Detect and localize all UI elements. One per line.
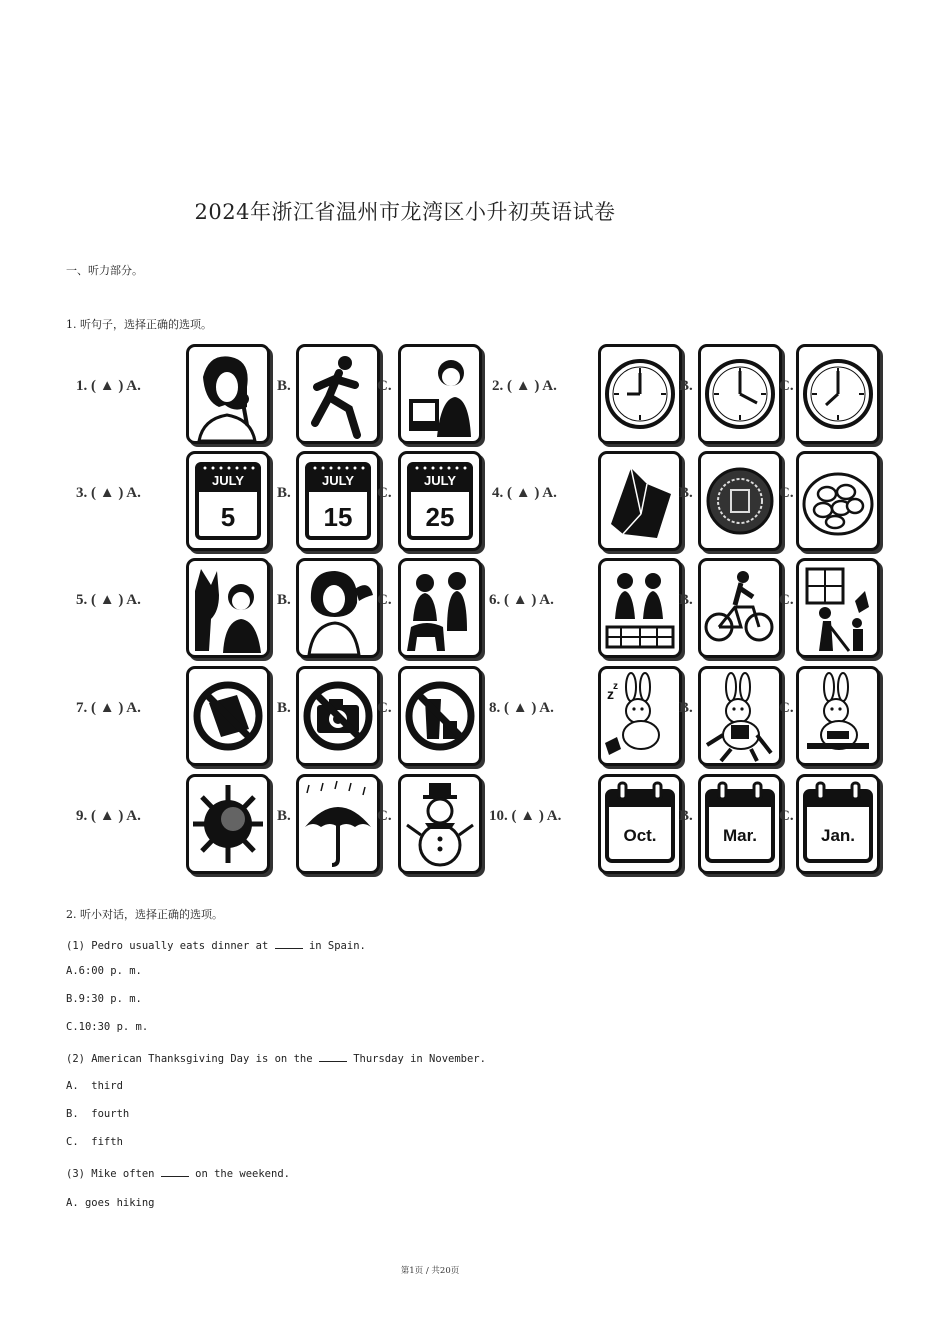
picture-row-4 [66,662,886,767]
answer-blank [319,1053,347,1062]
stem-text: (1) Pedro usually eats dinner at [66,940,275,952]
option-c-label: C. [779,592,794,608]
option-a: A.6:00 p. m. [66,965,142,977]
singer-icon [186,344,270,444]
option-c-label: C. [779,700,794,716]
snowman-icon [398,774,482,874]
running-rabbit-icon [698,666,782,766]
question-number: 2. ( ▲ ) A. [492,378,557,394]
option-c-label: C. [377,485,392,501]
question-number: 7. ( ▲ ) A. [76,700,141,716]
page-footer: 第1页 / 共20页 [400,1266,460,1276]
question-number: 6. ( ▲ ) A. [489,592,554,608]
option-b-label: B. [277,378,291,394]
option-b-label: B. [277,808,291,824]
picture-row-1 [66,340,886,445]
no-books-icon [186,666,270,766]
computer-user-icon [398,344,482,444]
calendar-month: JULY [423,473,457,488]
cycling-icon [698,558,782,658]
option-c-label: C. [377,700,392,716]
calendar-day: 25 [425,502,455,532]
section-heading-listening: 一、听力部分。 [66,264,143,277]
option-b-label: B. [277,592,291,608]
dumplings-icon [796,451,880,551]
option-b-label: B. [277,485,291,501]
question-number: 10. ( ▲ ) A. [489,808,562,824]
calendar-month: JULY [211,473,245,488]
picture-row-2 [66,447,886,552]
option-b-label: B. [679,700,693,716]
question-number: 5. ( ▲ ) A. [76,592,141,608]
option-b-label: B. [679,378,693,394]
clock-icon [698,344,782,444]
option-b: B. fourth [66,1108,130,1120]
picnic-icon [598,558,682,658]
stem-text: (2) American Thanksgiving Day is on the [66,1053,319,1065]
stem-text: (3) Mike often [66,1168,161,1180]
option-a: A. goes hiking [66,1197,155,1209]
zongzi-icon [598,451,682,551]
option-b-label: B. [679,592,693,608]
sleeping-rabbit-icon [598,666,682,766]
option-c-label: C. [377,808,392,824]
people-with-dog-icon [398,558,482,658]
q2-instruction: 2. 听小对话，选择正确的选项。 [66,908,223,921]
option-c-label: C. [779,485,794,501]
option-c: C.10:30 p. m. [66,1021,149,1033]
sun-icon [186,774,270,874]
calendar-icon [296,451,380,551]
option-c-label: C. [377,592,392,608]
question-number: 8. ( ▲ ) A. [489,700,554,716]
calendar-icon [398,451,482,551]
stem-text: Thursday in November. [346,1053,486,1065]
svg-text:z: z [607,686,614,702]
month-calendar-icon [698,774,782,874]
option-b-label: B. [679,485,693,501]
question-number: 4. ( ▲ ) A. [492,485,557,501]
calendar-month: Oct. [623,826,657,845]
calendar-month: JULY [321,473,355,488]
picture-row-5 [66,770,886,875]
dog-and-boy-icon [186,558,270,658]
cleaning-icon [796,558,880,658]
clock-icon [598,344,682,444]
q1-instruction: 1. 听句子，选择正确的选项。 [66,318,212,331]
option-b-label: B. [277,700,291,716]
no-camera-icon [296,666,380,766]
option-c-label: C. [377,378,392,394]
option-a: A. third [66,1080,123,1092]
question-number: 9. ( ▲ ) A. [76,808,141,824]
page-title: 2024年浙江省温州市龙湾区小升初英语试卷 [194,200,616,224]
question-stem [66,1053,486,1065]
stem-text: on the weekend. [188,1168,290,1180]
picture-row-3 [66,554,886,659]
umbrella-rain-icon [296,774,380,874]
no-drinks-icon [398,666,482,766]
option-c-label: C. [779,378,794,394]
option-c-label: C. [779,808,794,824]
calendar-icon [186,451,270,551]
picture-grid [66,340,886,875]
sitting-rabbit-icon [796,666,880,766]
runner-icon [296,344,380,444]
option-b: B.9:30 p. m. [66,993,142,1005]
mooncake-icon [698,451,782,551]
month-calendar-icon [796,774,880,874]
answer-blank [161,1168,189,1177]
svg-text:z: z [613,681,618,692]
calendar-day: 15 [323,502,353,532]
stem-text: in Spain. [302,940,366,952]
calendar-day: 5 [220,502,236,532]
clock-icon [796,344,880,444]
question-stem [66,1168,290,1180]
option-b-label: B. [679,808,693,824]
option-c: C. fifth [66,1136,123,1148]
calendar-month: Jan. [820,826,856,845]
question-stem [66,940,366,952]
answer-blank [275,940,303,949]
question-number: 1. ( ▲ ) A. [76,378,141,394]
month-calendar-icon [598,774,682,874]
girl-with-bird-icon [296,558,380,658]
question-number: 3. ( ▲ ) A. [76,485,141,501]
calendar-month: Mar. [722,826,758,845]
